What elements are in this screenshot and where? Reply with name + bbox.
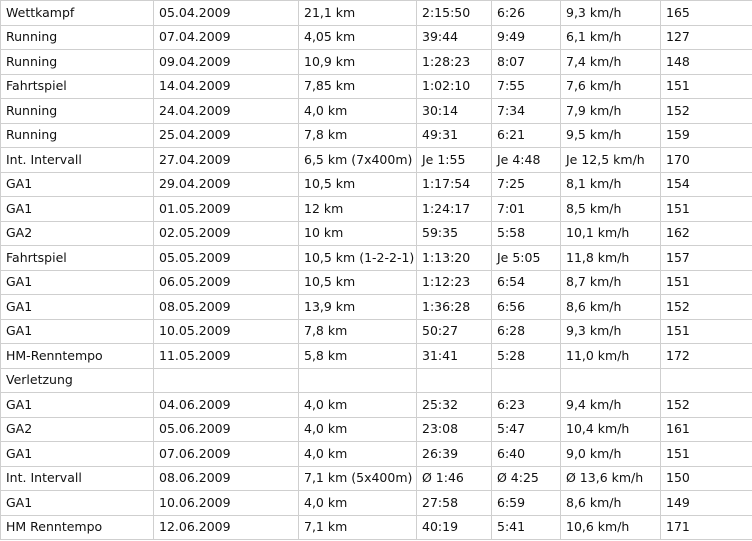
duration-cell[interactable]: 59:35 xyxy=(417,221,492,246)
pace-cell[interactable]: 8:07 xyxy=(492,50,561,75)
heart-rate-cell[interactable]: 151 xyxy=(661,319,752,344)
speed-cell[interactable]: Ø 13,6 km/h xyxy=(561,466,661,491)
heart-rate-cell[interactable]: 161 xyxy=(661,417,752,442)
speed-cell[interactable]: 7,6 km/h xyxy=(561,74,661,99)
date-cell[interactable]: 10.06.2009 xyxy=(154,491,299,516)
duration-cell[interactable]: 25:32 xyxy=(417,393,492,418)
duration-cell[interactable]: 27:58 xyxy=(417,491,492,516)
speed-cell[interactable]: 7,9 km/h xyxy=(561,99,661,124)
table-row xyxy=(1,466,752,491)
date-cell[interactable]: 09.04.2009 xyxy=(154,50,299,75)
duration-cell[interactable]: 31:41 xyxy=(417,344,492,369)
duration-cell[interactable]: 23:08 xyxy=(417,417,492,442)
distance-cell[interactable]: 7,85 km xyxy=(299,74,417,99)
distance-cell[interactable]: 10,9 km xyxy=(299,50,417,75)
table-row xyxy=(1,25,752,50)
pace-cell[interactable]: 7:55 xyxy=(492,74,561,99)
table-row xyxy=(1,246,752,271)
heart-rate-cell[interactable]: 150 xyxy=(661,466,752,491)
heart-rate-cell[interactable]: 172 xyxy=(661,344,752,369)
distance-cell[interactable]: 5,8 km xyxy=(299,344,417,369)
pace-cell[interactable]: 7:34 xyxy=(492,99,561,124)
heart-rate-cell[interactable]: 151 xyxy=(661,270,752,295)
table-row xyxy=(1,197,752,222)
distance-cell[interactable]: 21,1 km xyxy=(299,1,417,26)
pace-cell[interactable]: Je 5:05 xyxy=(492,246,561,271)
speed-cell[interactable]: 11,0 km/h xyxy=(561,344,661,369)
date-cell[interactable]: 25.04.2009 xyxy=(154,123,299,148)
distance-cell[interactable]: 4,0 km xyxy=(299,491,417,516)
heart-rate-cell[interactable]: 148 xyxy=(661,50,752,75)
table-row xyxy=(1,393,752,418)
heart-rate-cell[interactable]: 151 xyxy=(661,74,752,99)
heart-rate-cell[interactable]: 152 xyxy=(661,99,752,124)
heart-rate-cell[interactable]: 159 xyxy=(661,123,752,148)
table-row xyxy=(1,295,752,320)
table-row xyxy=(1,148,752,173)
workout-type-cell[interactable]: GA2 xyxy=(1,221,154,246)
speed-cell[interactable]: 8,7 km/h xyxy=(561,270,661,295)
date-cell[interactable]: 14.04.2009 xyxy=(154,74,299,99)
pace-cell[interactable]: 5:47 xyxy=(492,417,561,442)
distance-cell[interactable]: 10 km xyxy=(299,221,417,246)
heart-rate-cell[interactable]: 157 xyxy=(661,246,752,271)
date-cell[interactable]: 12.06.2009 xyxy=(154,515,299,540)
date-cell[interactable]: 07.06.2009 xyxy=(154,442,299,467)
duration-cell[interactable]: 50:27 xyxy=(417,319,492,344)
date-cell[interactable]: 27.04.2009 xyxy=(154,148,299,173)
duration-cell[interactable]: 2:15:50 xyxy=(417,1,492,26)
speed-cell[interactable]: 9,3 km/h xyxy=(561,1,661,26)
speed-cell[interactable] xyxy=(561,368,661,393)
distance-cell[interactable]: 7,1 km xyxy=(299,515,417,540)
heart-rate-cell[interactable]: 152 xyxy=(661,393,752,418)
date-cell[interactable]: 11.05.2009 xyxy=(154,344,299,369)
workout-type-cell[interactable]: HM-Renntempo xyxy=(1,344,154,369)
heart-rate-cell[interactable]: 127 xyxy=(661,25,752,50)
workout-type-cell[interactable]: Fahrtspiel xyxy=(1,74,154,99)
duration-cell[interactable]: Je 1:55 xyxy=(417,148,492,173)
table-row xyxy=(1,1,752,26)
date-cell[interactable]: 01.05.2009 xyxy=(154,197,299,222)
heart-rate-cell[interactable]: 170 xyxy=(661,148,752,173)
duration-cell[interactable]: 1:24:17 xyxy=(417,197,492,222)
pace-cell[interactable]: 6:40 xyxy=(492,442,561,467)
duration-cell[interactable]: 1:36:28 xyxy=(417,295,492,320)
date-cell[interactable]: 02.05.2009 xyxy=(154,221,299,246)
duration-cell[interactable]: 1:02:10 xyxy=(417,74,492,99)
duration-cell[interactable] xyxy=(417,368,492,393)
speed-cell[interactable]: 8,5 km/h xyxy=(561,197,661,222)
distance-cell[interactable]: 7,1 km (5x400m) xyxy=(299,466,417,491)
heart-rate-cell[interactable]: 165 xyxy=(661,1,752,26)
date-cell[interactable]: 08.06.2009 xyxy=(154,466,299,491)
pace-cell[interactable]: 6:54 xyxy=(492,270,561,295)
table-row xyxy=(1,74,752,99)
speed-cell[interactable]: 10,1 km/h xyxy=(561,221,661,246)
duration-cell[interactable]: 26:39 xyxy=(417,442,492,467)
date-cell[interactable]: 29.04.2009 xyxy=(154,172,299,197)
workout-type-cell[interactable]: Running xyxy=(1,25,154,50)
workout-type-cell[interactable]: GA1 xyxy=(1,295,154,320)
training-log-body xyxy=(1,1,752,540)
workout-type-cell[interactable]: GA1 xyxy=(1,197,154,222)
table-row xyxy=(1,344,752,369)
heart-rate-cell[interactable]: 151 xyxy=(661,442,752,467)
table-row xyxy=(1,221,752,246)
pace-cell[interactable]: 7:01 xyxy=(492,197,561,222)
table-row xyxy=(1,319,752,344)
speed-cell[interactable]: 8,6 km/h xyxy=(561,491,661,516)
heart-rate-cell[interactable]: 154 xyxy=(661,172,752,197)
workout-type-cell[interactable]: Verletzung xyxy=(1,368,154,393)
heart-rate-cell[interactable]: 171 xyxy=(661,515,752,540)
speed-cell[interactable]: Je 12,5 km/h xyxy=(561,148,661,173)
workout-type-cell[interactable]: GA1 xyxy=(1,319,154,344)
pace-cell[interactable]: 6:28 xyxy=(492,319,561,344)
table-row xyxy=(1,368,752,393)
workout-type-cell[interactable]: Fahrtspiel xyxy=(1,246,154,271)
table-row xyxy=(1,50,752,75)
speed-cell[interactable]: 7,4 km/h xyxy=(561,50,661,75)
table-row xyxy=(1,491,752,516)
table-row xyxy=(1,270,752,295)
duration-cell[interactable]: 1:12:23 xyxy=(417,270,492,295)
speed-cell[interactable]: 8,1 km/h xyxy=(561,172,661,197)
speed-cell[interactable]: 8,6 km/h xyxy=(561,295,661,320)
date-cell[interactable] xyxy=(154,368,299,393)
speed-cell[interactable]: 9,3 km/h xyxy=(561,319,661,344)
speed-cell[interactable]: 11,8 km/h xyxy=(561,246,661,271)
table-row xyxy=(1,172,752,197)
workout-type-cell[interactable]: Running xyxy=(1,99,154,124)
distance-cell[interactable]: 4,05 km xyxy=(299,25,417,50)
distance-cell[interactable]: 4,0 km xyxy=(299,393,417,418)
pace-cell[interactable]: 5:28 xyxy=(492,344,561,369)
distance-cell[interactable]: 4,0 km xyxy=(299,442,417,467)
date-cell[interactable]: 04.06.2009 xyxy=(154,393,299,418)
duration-cell[interactable]: 1:17:54 xyxy=(417,172,492,197)
pace-cell[interactable]: 5:58 xyxy=(492,221,561,246)
pace-cell[interactable]: 6:21 xyxy=(492,123,561,148)
distance-cell[interactable]: 13,9 km xyxy=(299,295,417,320)
date-cell[interactable]: 08.05.2009 xyxy=(154,295,299,320)
pace-cell[interactable] xyxy=(492,368,561,393)
speed-cell[interactable]: 6,1 km/h xyxy=(561,25,661,50)
heart-rate-cell[interactable] xyxy=(661,368,752,393)
table-row xyxy=(1,515,752,540)
workout-type-cell[interactable]: GA1 xyxy=(1,270,154,295)
heart-rate-cell[interactable]: 152 xyxy=(661,295,752,320)
distance-cell[interactable]: 7,8 km xyxy=(299,319,417,344)
speed-cell[interactable]: 9,5 km/h xyxy=(561,123,661,148)
date-cell[interactable]: 05.05.2009 xyxy=(154,246,299,271)
speed-cell[interactable]: 9,0 km/h xyxy=(561,442,661,467)
workout-type-cell[interactable]: Running xyxy=(1,50,154,75)
pace-cell[interactable]: 5:41 xyxy=(492,515,561,540)
date-cell[interactable]: 10.05.2009 xyxy=(154,319,299,344)
distance-cell[interactable]: 10,5 km xyxy=(299,172,417,197)
distance-cell[interactable]: 7,8 km xyxy=(299,123,417,148)
speed-cell[interactable]: 10,6 km/h xyxy=(561,515,661,540)
pace-cell[interactable]: 9:49 xyxy=(492,25,561,50)
distance-cell[interactable]: 4,0 km xyxy=(299,99,417,124)
workout-type-cell[interactable]: Int. Intervall xyxy=(1,148,154,173)
heart-rate-cell[interactable]: 151 xyxy=(661,197,752,222)
distance-cell[interactable]: 10,5 km xyxy=(299,270,417,295)
pace-cell[interactable]: 6:23 xyxy=(492,393,561,418)
duration-cell[interactable]: Ø 1:46 xyxy=(417,466,492,491)
pace-cell[interactable]: 6:56 xyxy=(492,295,561,320)
table-row xyxy=(1,442,752,467)
duration-cell[interactable]: 39:44 xyxy=(417,25,492,50)
date-cell[interactable]: 24.04.2009 xyxy=(154,99,299,124)
date-cell[interactable]: 07.04.2009 xyxy=(154,25,299,50)
pace-cell[interactable]: 7:25 xyxy=(492,172,561,197)
duration-cell[interactable]: 1:13:20 xyxy=(417,246,492,271)
distance-cell[interactable]: 4,0 km xyxy=(299,417,417,442)
workout-type-cell[interactable]: HM Renntempo xyxy=(1,515,154,540)
speed-cell[interactable]: 9,4 km/h xyxy=(561,393,661,418)
table-row xyxy=(1,123,752,148)
workout-type-cell[interactable]: Wettkampf xyxy=(1,1,154,26)
date-cell[interactable]: 05.06.2009 xyxy=(154,417,299,442)
date-cell[interactable]: 06.05.2009 xyxy=(154,270,299,295)
speed-cell[interactable]: 10,4 km/h xyxy=(561,417,661,442)
duration-cell[interactable]: 30:14 xyxy=(417,99,492,124)
pace-cell[interactable]: Je 4:48 xyxy=(492,148,561,173)
distance-cell[interactable]: 6,5 km (7x400m) xyxy=(299,148,417,173)
heart-rate-cell[interactable]: 149 xyxy=(661,491,752,516)
workout-type-cell[interactable]: GA1 xyxy=(1,172,154,197)
workout-type-cell[interactable]: Running xyxy=(1,123,154,148)
heart-rate-cell[interactable]: 162 xyxy=(661,221,752,246)
table-row xyxy=(1,99,752,124)
workout-type-cell[interactable]: Int. Intervall xyxy=(1,466,154,491)
workout-type-cell[interactable]: GA1 xyxy=(1,393,154,418)
pace-cell[interactable]: 6:59 xyxy=(492,491,561,516)
distance-cell[interactable] xyxy=(299,368,417,393)
pace-cell[interactable]: Ø 4:25 xyxy=(492,466,561,491)
workout-type-cell[interactable]: GA1 xyxy=(1,491,154,516)
distance-cell[interactable]: 12 km xyxy=(299,197,417,222)
distance-cell[interactable]: 10,5 km (1-2-2-1) xyxy=(299,246,417,271)
workout-type-cell[interactable]: GA2 xyxy=(1,417,154,442)
duration-cell[interactable]: 1:28:23 xyxy=(417,50,492,75)
duration-cell[interactable]: 49:31 xyxy=(417,123,492,148)
date-cell[interactable]: 05.04.2009 xyxy=(154,1,299,26)
pace-cell[interactable]: 6:26 xyxy=(492,1,561,26)
table-row xyxy=(1,417,752,442)
duration-cell[interactable]: 40:19 xyxy=(417,515,492,540)
workout-type-cell[interactable]: GA1 xyxy=(1,442,154,467)
